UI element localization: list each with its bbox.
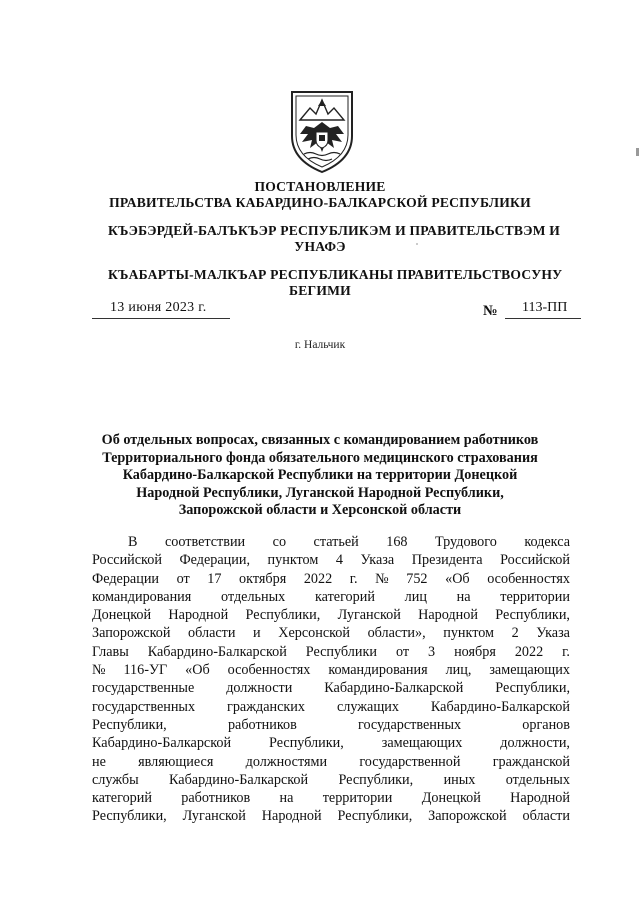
body-word: от — [176, 570, 190, 587]
body-word: Указа — [360, 552, 395, 569]
body-word: государственной — [359, 753, 461, 770]
document-date: 13 июня 2023 г. — [110, 300, 207, 315]
title-line: Кабардино-Балкарской Республики на территории Донецкой — [122, 467, 518, 483]
government-name-ru: ПРАВИТЕЛЬСТВА КАБАРДИНО-БАЛКАРСКОЙ РЕСПУБЛИКИ — [109, 195, 531, 210]
body-word: Республики — [305, 643, 377, 660]
body-word: Запорожской — [428, 808, 507, 825]
body-word: государственных — [92, 698, 196, 715]
body-word: и — [253, 625, 261, 642]
city-name: г. Нальчик — [294, 339, 346, 351]
body-word: Трудового — [435, 534, 497, 550]
date-underline — [92, 318, 230, 319]
number-sign: № — [483, 303, 498, 319]
document-title — [60, 432, 580, 520]
body-word: Главы — [92, 643, 129, 660]
title-line: Территориального фонда обязательного медицинского страхования — [102, 449, 538, 466]
number-underline — [505, 318, 581, 319]
body-word: Народной — [261, 808, 322, 825]
body-word: № — [92, 662, 106, 679]
body-word: Народной — [168, 607, 229, 624]
body-word: «Об — [185, 662, 210, 679]
body-word: территории — [322, 790, 393, 807]
body-word: работников — [227, 716, 297, 733]
body-word: Кабардино-Балкарской — [324, 680, 464, 697]
government-name-krc-line2: БЕГИМИ — [289, 283, 351, 298]
body-word: отдельных — [505, 771, 570, 788]
body-word: отдельных — [221, 588, 286, 605]
body-word: г. — [562, 643, 570, 660]
body-line — [92, 716, 570, 734]
title-line: Запорожской области и Херсонской области — [178, 502, 462, 518]
government-name-krc-line1: КЪАБАРТЫ-МАЛКЪАР РЕСПУБЛИКАНЫ ПРАВИТЕЛЬСТВОСУНУ — [108, 267, 563, 282]
body-word: Республики, — [92, 716, 167, 733]
body-word: 4 — [335, 552, 343, 569]
body-word: пунктом — [267, 552, 319, 569]
body-word: 3 — [428, 643, 436, 660]
body-word: служащих — [336, 698, 399, 715]
body-word: гражданской — [492, 753, 570, 770]
body-line — [92, 698, 570, 716]
body-word: 17 — [207, 570, 222, 587]
body-line — [92, 753, 570, 771]
body-word: Республики, — [495, 607, 570, 624]
body-word: Российской — [500, 552, 570, 569]
body-word: работников — [181, 790, 251, 807]
body-word: области», — [367, 625, 426, 642]
body-word: Запорожской — [92, 625, 171, 642]
body-word: статьей — [313, 534, 359, 550]
body-word: Луганской — [182, 808, 246, 825]
document-number: 113-ПП — [522, 300, 568, 315]
body-word: особенностях — [227, 662, 311, 679]
body-word: на — [456, 588, 471, 605]
body-word: Донецкой — [421, 790, 481, 807]
body-word: Федерации — [92, 570, 160, 587]
body-word: октября — [239, 570, 287, 587]
body-word: Указа — [536, 625, 570, 642]
body-word: Кабардино-Балкарской — [92, 735, 232, 752]
body-word: командирования — [92, 588, 192, 605]
body-line — [92, 789, 570, 807]
body-word: от — [395, 643, 410, 660]
body-word: 2022 — [303, 570, 333, 587]
body-word: со — [272, 534, 287, 550]
body-word: Республики, — [338, 771, 414, 788]
body-line — [92, 771, 570, 789]
body-word: «Об — [445, 570, 470, 587]
body-word: особенностях — [487, 570, 570, 587]
government-name-kbd-line1: КЪЭБЭРДЕЙ-БАЛЪКЪЭР РЕСПУБЛИКЭМ И ПРАВИТЕЛЬСТВЭМ И — [108, 223, 561, 238]
body-line — [92, 551, 570, 569]
body-word: государственных — [358, 716, 462, 733]
body-word: категорий — [92, 790, 152, 807]
body-word: 2 — [511, 625, 519, 642]
body-line — [92, 588, 570, 606]
body-word: Донецкой — [92, 607, 152, 624]
body-word: территории — [500, 588, 570, 605]
body-word: Кабардино-Балкарской — [169, 771, 309, 788]
document-type-heading: ПОСТАНОВЛЕНИЕ — [254, 179, 386, 194]
body-word: 116-УГ — [123, 662, 168, 679]
body-word: Народной — [510, 790, 570, 807]
body-word: иных — [443, 771, 476, 788]
body-word: являющиеся — [138, 753, 214, 770]
body-word: командирования — [328, 662, 428, 679]
title-line: Об отдельных вопросах, связанных с командированием работников — [101, 432, 539, 448]
body-line — [92, 679, 570, 697]
body-word: области — [188, 625, 236, 642]
body-word: гражданских — [227, 698, 305, 715]
body-word: 2022 — [514, 643, 544, 660]
body-line — [92, 533, 570, 551]
body-word: 752 — [406, 570, 428, 587]
body-word: Республики, — [337, 808, 413, 825]
body-word: замещающих — [381, 735, 463, 752]
body-word: органов — [522, 716, 570, 733]
body-word: Республики, — [245, 607, 321, 624]
body-line — [92, 606, 570, 624]
body-word: государственные — [92, 680, 195, 697]
body-word: категорий — [314, 588, 375, 605]
body-word: Российской — [92, 552, 162, 569]
body-line — [92, 643, 570, 661]
body-word: Республики, — [495, 680, 570, 697]
body-word: должностями — [245, 753, 328, 770]
body-word: Президента — [411, 552, 483, 569]
coat-of-arms-emblem — [284, 86, 360, 174]
body-word: В — [128, 534, 138, 550]
body-word: Кабардино-Балкарской — [430, 698, 570, 715]
scan-edge-mark — [636, 148, 639, 156]
body-word: ноября — [454, 643, 496, 660]
body-word: Народной — [418, 607, 478, 624]
body-word: должности, — [500, 735, 570, 752]
body-word: 168 — [386, 534, 408, 550]
body-word: не — [92, 753, 106, 770]
body-word: Кабардино-Балкарской — [147, 643, 287, 660]
body-word: г. — [349, 570, 358, 587]
body-word: области — [522, 808, 570, 825]
body-line — [92, 807, 570, 825]
body-word: Республики, — [92, 808, 167, 825]
body-word: соответствии — [164, 534, 246, 550]
body-word: должности — [226, 680, 293, 697]
government-name-kbd-line2: УНАФЭ — [294, 239, 346, 254]
body-word: пунктом — [443, 625, 495, 642]
body-word: на — [279, 790, 294, 807]
body-word: Республики, — [269, 735, 344, 752]
body-word: лиц, — [445, 662, 472, 679]
body-word: Херсонской — [278, 625, 350, 642]
body-word: № — [375, 570, 389, 587]
body-word: Федерации, — [179, 552, 251, 569]
body-line — [92, 570, 570, 588]
body-word: лиц — [404, 588, 427, 605]
scan-speck — [416, 243, 418, 245]
document-body — [92, 533, 570, 826]
body-word: службы — [92, 771, 139, 788]
body-word: Луганской — [337, 607, 401, 624]
body-word: кодекса — [524, 534, 570, 550]
body-word: замещающих — [489, 662, 570, 679]
body-line — [92, 734, 570, 752]
body-line — [92, 661, 570, 679]
title-line: Народной Республики, Луганской Народной Республики, — [136, 484, 504, 501]
body-line — [92, 624, 570, 642]
